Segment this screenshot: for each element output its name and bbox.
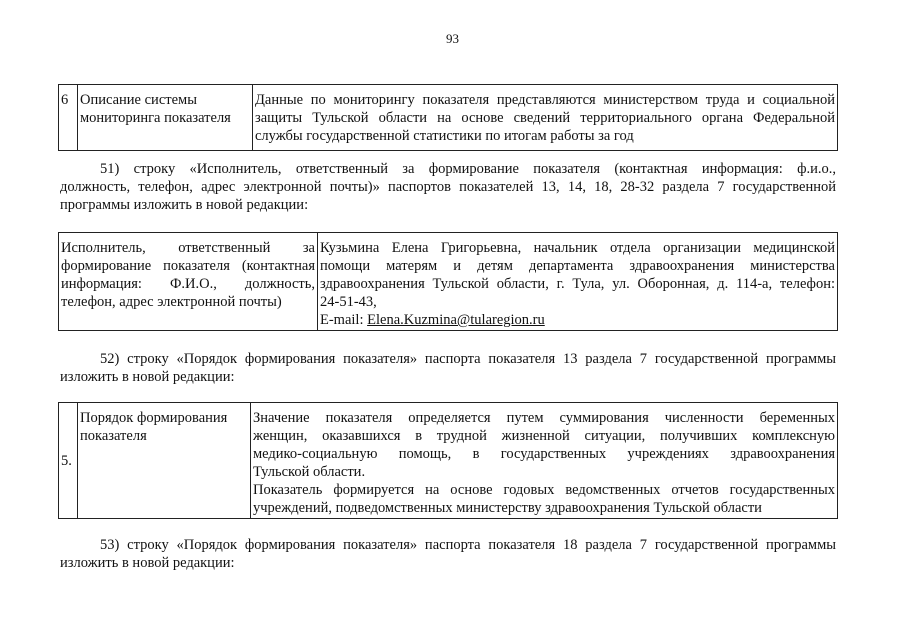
value-line: помощи матерям и детям департамента здравоохранения министерства	[320, 258, 835, 274]
row-value	[251, 403, 838, 519]
paragraph-line: изложить в новой редакции:	[60, 369, 235, 385]
table-responsible-person	[58, 232, 838, 331]
value-line: здравоохранения Тульской области, г. Тула, ул. Оборонная, д. 114-а, телефон:	[320, 276, 835, 292]
table-row	[59, 403, 838, 519]
row-number	[59, 85, 78, 151]
label-line: Описание системы	[80, 92, 197, 108]
email-prefix: E-mail:	[320, 312, 368, 328]
value-line: Показатель формируется на основе годовых ведомственных отчетов государственных	[253, 482, 835, 498]
row-value	[318, 233, 838, 331]
label-line: мониторинга показателя	[80, 110, 231, 126]
row-number	[59, 403, 78, 519]
paragraph-text: 53) строку «Порядок формирования показателя» паспорта показателя 18 раздела 7 государственной программы	[100, 537, 836, 553]
label-line: показателя	[80, 428, 147, 444]
value-line: Кузьмина Елена Григорьевна, начальник отдела организации медицинской	[320, 240, 835, 256]
paragraph-53	[60, 536, 836, 572]
paragraph-text: 51) строку «Исполнитель, ответственный за формирование показателя (контактная информация: ф.и.о.,	[100, 161, 836, 177]
paragraph-line: должность, телефон, адрес электронной почты)» паспортов показателей 13, 14, 18, 28-32 раздела 7 государственной	[60, 179, 836, 195]
value-line: защиты Тульской области на основе сведений территориального органа Федеральной	[255, 110, 835, 126]
table-row	[59, 85, 838, 151]
table-monitoring-description	[58, 84, 838, 151]
paragraph-line	[60, 536, 836, 554]
label-line: информация: Ф.И.О., должность,	[61, 276, 315, 292]
paragraph-52	[60, 350, 836, 386]
value-line: Тульской области.	[253, 464, 366, 480]
label-line: Исполнитель, ответственный за	[61, 240, 315, 256]
email-line	[320, 311, 835, 329]
label-line: телефон, адрес электронной почты)	[61, 294, 282, 310]
paragraph-line: программы изложить в новой редакции:	[60, 197, 309, 213]
table-row	[59, 233, 838, 331]
table-indicator-formation	[58, 402, 838, 519]
label-line: формирование показателя (контактная	[61, 258, 315, 274]
paragraph-line	[60, 160, 836, 178]
row-number-text: 5.	[61, 452, 72, 469]
row-label	[78, 85, 253, 151]
value-line: службы государственной статистики по итогам работы за год	[255, 128, 634, 144]
paragraph-line: изложить в новой редакции:	[60, 555, 235, 571]
value-line: Значение показателя определяется путем суммирования численности беременных	[253, 410, 835, 426]
value-line: 24-51-43,	[320, 294, 377, 310]
value-line: учреждений, подведомственных министерству здравоохранения Тульской области	[253, 500, 762, 516]
row-value	[253, 85, 838, 151]
value-line: женщин, оказавшихся в трудной жизненной ситуации, получивших комплексную	[253, 428, 835, 444]
value-line: Данные по мониторингу показателя представляются министерством труда и социальной	[255, 92, 835, 108]
value-line: медико-социальную помощь, в государственных учреждениях здравоохранения	[253, 446, 835, 462]
paragraph-line	[60, 350, 836, 368]
label-line: Порядок формирования	[80, 410, 228, 426]
paragraph-51	[60, 160, 836, 214]
page-number: 93	[446, 31, 459, 46]
row-label	[59, 233, 318, 331]
paragraph-text: 52) строку «Порядок формирования показателя» паспорта показателя 13 раздела 7 государственной программы	[100, 351, 836, 367]
row-label	[78, 403, 251, 519]
email-link[interactable]: Elena.Kuzmina@tularegion.ru	[367, 312, 545, 328]
row-number-text: 6	[61, 92, 69, 108]
